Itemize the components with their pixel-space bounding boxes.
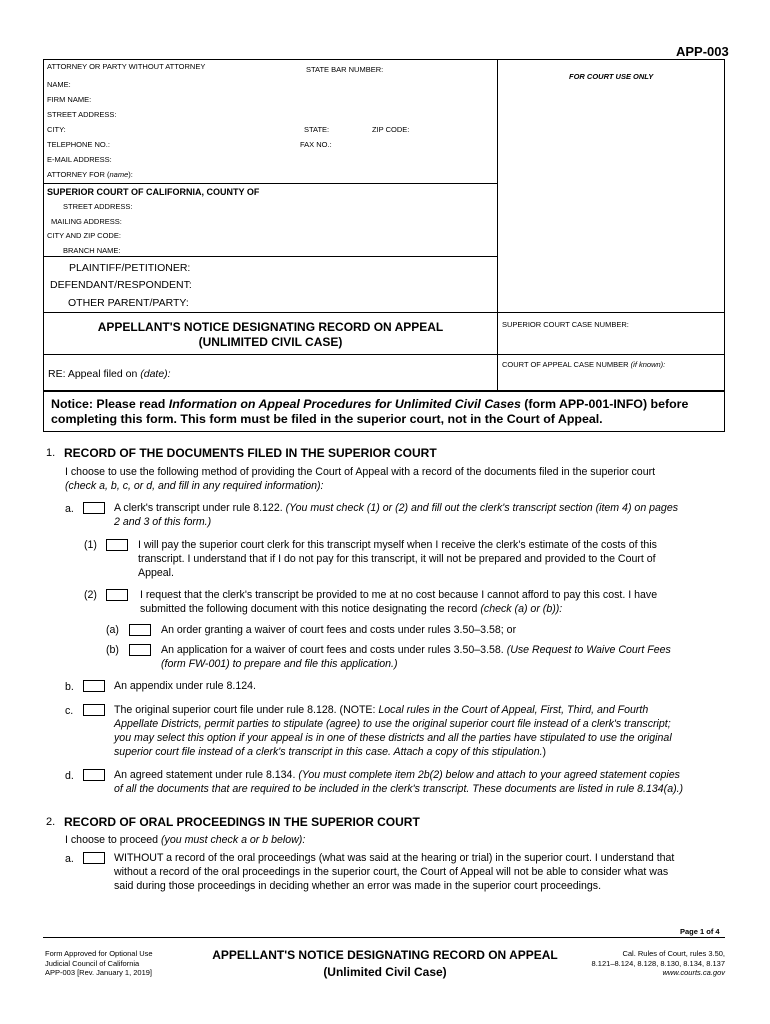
header-right-border [724,59,725,391]
attorney-for-label[interactable] [47,170,133,179]
item-1a2-line2-text: submitted the following document with this notice designating the record [140,603,478,615]
item-2a-label: a. [65,853,74,865]
attorney-title: ATTORNEY OR PARTY WITHOUT ATTORNEY [47,62,206,71]
item-1d-line1 [114,768,728,782]
item-1b-label: b. [65,681,74,693]
item-1a2-text [140,588,728,616]
form-title-line2: (UNLIMITED CIVIL CASE) [198,335,343,349]
item-1a2b-line2: (form FW-001) to prepare and file this application.) [161,658,398,670]
section1-intro [65,465,725,493]
court-street-label[interactable]: STREET ADDRESS: [63,202,133,211]
street-address-label[interactable]: STREET ADDRESS: [47,110,117,119]
item-1a2b-line1-instruction: (Use Request to Waive Court Fees [506,644,671,656]
court-title: SUPERIOR COURT OF CALIFORNIA, COUNTY OF [47,187,260,197]
section2-intro-text: I choose to proceed [65,834,159,846]
item-1c-text [114,703,728,759]
item-1d-line2: of all the documents that are required to be included in the clerk's transcript. These documents are listed in rule 8.134(a).) [114,783,684,795]
item-1a-line2: 2 and 3 of this form.) [114,516,212,528]
footer-title-line2: (Unlimited Civil Case) [323,965,447,979]
section1-intro-line1: I choose to use the following method of providing the Court of Appeal with a record of the documents filed in the superior court [65,466,656,478]
item-1a2-line1: I request that the clerk's transcript be provided to me at no cost because I cannot afford to pay this cost. I have [140,589,658,601]
item-1c-label: c. [65,705,74,717]
item-1a1-label: (1) [84,539,97,551]
item-1c-line4-text: superior court file instead of a clerk's transcript in this case. Attach a copy of this stipulation. [114,746,543,758]
item-1b-text: An appendix under rule 8.124. [114,680,256,692]
plaintiff-label[interactable]: PLAINTIFF/PETITIONER: [69,262,191,274]
form-title-line1: APPELLANT'S NOTICE DESIGNATING RECORD ON APPEAL [97,320,444,334]
checkbox-2a[interactable] [83,852,105,864]
item-1a2a-text: An order granting a waiver of court fees and costs under rules 3.50–3.58; or [161,624,517,636]
item-1a-main: A clerk's transcript under rule 8.122. [114,502,283,514]
checkbox-1a2b[interactable] [129,644,151,656]
email-label[interactable]: E-MAIL ADDRESS: [47,155,112,164]
footer-left [45,949,153,978]
notice-info-title: Information on Appeal Procedures for Unlimited Civil Cases [168,397,521,411]
item-1c-line2: Appellate Districts, permit parties to stipulate (agree) to use the original superior court file instead of a clerk's transcript; [114,718,671,730]
item-1a1-line3: Appeal. [138,567,174,579]
other-party-label[interactable]: OTHER PARENT/PARTY: [68,297,189,309]
footer-right [540,949,725,978]
item-2a-line1: WITHOUT a record of the oral proceedings (what was said at the hearing or trial) in the superior court. I understand that [114,852,675,864]
notice-prefix: Notice: Please read [51,397,166,411]
item-1a2a-label: (a) [106,624,119,636]
section2-number: 2. [46,816,56,828]
court-bottom-border [43,256,497,257]
checkbox-1d[interactable] [83,769,105,781]
attorney-bottom-border [43,183,497,184]
courts-website-link[interactable]: www.courts.ca.gov [662,968,725,977]
item-2a-line3: said during those proceedings in deciding whether an error was made in the superior court proceedings. [114,880,602,892]
item-1a2b-label: (b) [106,644,119,656]
appeal-case-text: COURT OF APPEAL CASE NUMBER [502,360,629,369]
item-1a2b-line1-text: An application for a waiver of court fees and costs under rules 3.50–3.58. [161,644,504,656]
item-1d-label: d. [65,770,74,782]
footer-title-line1: APPELLANT'S NOTICE DESIGNATING RECORD ON APPEAL [212,948,558,962]
footer-right-line1: Cal. Rules of Court, rules 3.50, [622,949,725,958]
item-1c-line1-text: The original superior court file under rule 8.128. (NOTE: [114,704,376,716]
item-1d-line1-text: An agreed statement under rule 8.134. [114,769,296,781]
item-1a2-line2-instruction: (check (a) or (b)): [480,603,563,615]
item-1a-instruction: (You must check (1) or (2) and fill out the clerk's transcript section (item 4) on pages [285,502,679,514]
state-bar-label: STATE BAR NUMBER: [306,65,384,74]
item-2a-line2: without a record of the oral proceedings in the superior court, the Court of Appeal will not be able to consider what was [114,866,669,878]
footer-right-line2: 8.121–8.124, 8.128, 8.130, 8.134, 8.137 [591,958,725,968]
checkbox-1a2a[interactable] [129,624,151,636]
item-1a1-line2: transcript. I understand that if I do not pay for this transcript, it will not be prepared and provided to the Court of [138,553,656,565]
notice-line2: completing this form. This form must be filed in the superior court, not in the Court of Appeal. [51,412,603,426]
section2-title: RECORD OF ORAL PROCEEDINGS IN THE SUPERIOR COURT [64,815,420,829]
checkbox-1c[interactable] [83,704,105,716]
superior-case-label[interactable]: SUPERIOR COURT CASE NUMBER: [502,320,629,329]
attorney-for-end: ): [128,170,133,179]
parties-bottom-border [43,312,725,313]
checkbox-1a[interactable] [83,502,105,514]
item-1a-line1 [114,501,726,515]
notice-line1 [51,397,721,412]
appeal-case-known: (if known): [630,360,666,369]
re-appeal-text: RE: Appeal filed on [48,368,138,380]
item-1d-text [114,768,728,796]
section2-intro [65,833,305,847]
item-1c-line4-end: ) [542,746,547,758]
header-top-border [43,59,725,60]
item-1c-line4 [114,745,728,759]
page-number: Page 1 of 4 [680,927,720,936]
item-1a-text [114,501,726,529]
re-appeal-date: (date): [140,368,171,380]
notice-text [51,397,721,427]
item-1a1-line1: I will pay the superior court clerk for this transcript myself when I receive the clerk's estimate of the costs of this [138,539,657,551]
item-1c-line1-note: Local rules in the Court of Appeal, First, Third, and Fourth [378,704,649,716]
appeal-case-label[interactable] [502,360,665,369]
form-title [44,320,497,350]
fax-label[interactable]: FAX NO.: [300,140,332,149]
section1-number: 1. [46,447,56,459]
defendant-label[interactable]: DEFENDANT/RESPONDENT: [50,279,192,291]
court-use-label: FOR COURT USE ONLY [569,72,654,81]
court-branch-label[interactable]: BRANCH NAME: [63,246,121,255]
header-divider [497,59,498,391]
section1-title: RECORD OF THE DOCUMENTS FILED IN THE SUPERIOR COURT [64,446,437,460]
section1-intro-line2: (check a, b, c, or d, and fill in any required information): [65,480,324,492]
checkbox-1a2[interactable] [106,589,128,601]
item-1c-line1 [114,703,728,717]
notice-suffix: (form APP-001-INFO) before [524,397,689,411]
firm-name-label[interactable]: FIRM NAME: [47,95,92,104]
name-label[interactable]: NAME: [47,80,71,89]
title-bottom-border [43,354,725,355]
item-1d-line1-instruction: (You must complete item 2b(2) below and attach to your agreed statement copies [298,769,680,781]
court-mailing-label[interactable]: MAILING ADDRESS: [51,217,122,226]
re-appeal-label[interactable] [48,368,171,380]
section2-intro-instruction: (you must check a or b below): [161,834,306,846]
zip-label[interactable]: ZIP CODE: [372,125,410,134]
checkbox-1a1[interactable] [106,539,128,551]
footer-left-line2: Judicial Council of California [45,958,140,968]
item-1a2-label: (2) [84,589,97,601]
attorney-for-text: ATTORNEY FOR ( [47,170,110,179]
item-1a2-line2 [140,602,728,616]
footer-rule [43,937,725,938]
state-label[interactable]: STATE: [304,125,330,134]
footer-left-line1: Form Approved for Optional Use [45,949,153,958]
item-1a1-text [138,538,728,580]
city-label[interactable]: CITY: [47,125,66,134]
footer-left-line3: APP-003 [Rev. January 1, 2019] [45,968,153,977]
telephone-label[interactable]: TELEPHONE NO.: [47,140,110,149]
footer-title [190,947,580,981]
item-2a-text [114,851,728,893]
form-id: APP-003 [676,44,729,59]
item-1c-line3: you may select this option if your appeal is in one of these districts and all the parties have stipulated to use the original [114,732,672,744]
checkbox-1b[interactable] [83,680,105,692]
item-1a2b-line1 [161,643,727,657]
attorney-for-name-hint: name [109,170,129,179]
item-1a2b-text [161,643,727,671]
court-city-zip-label[interactable]: CITY AND ZIP CODE: [47,231,121,240]
item-1a-label: a. [65,503,74,515]
